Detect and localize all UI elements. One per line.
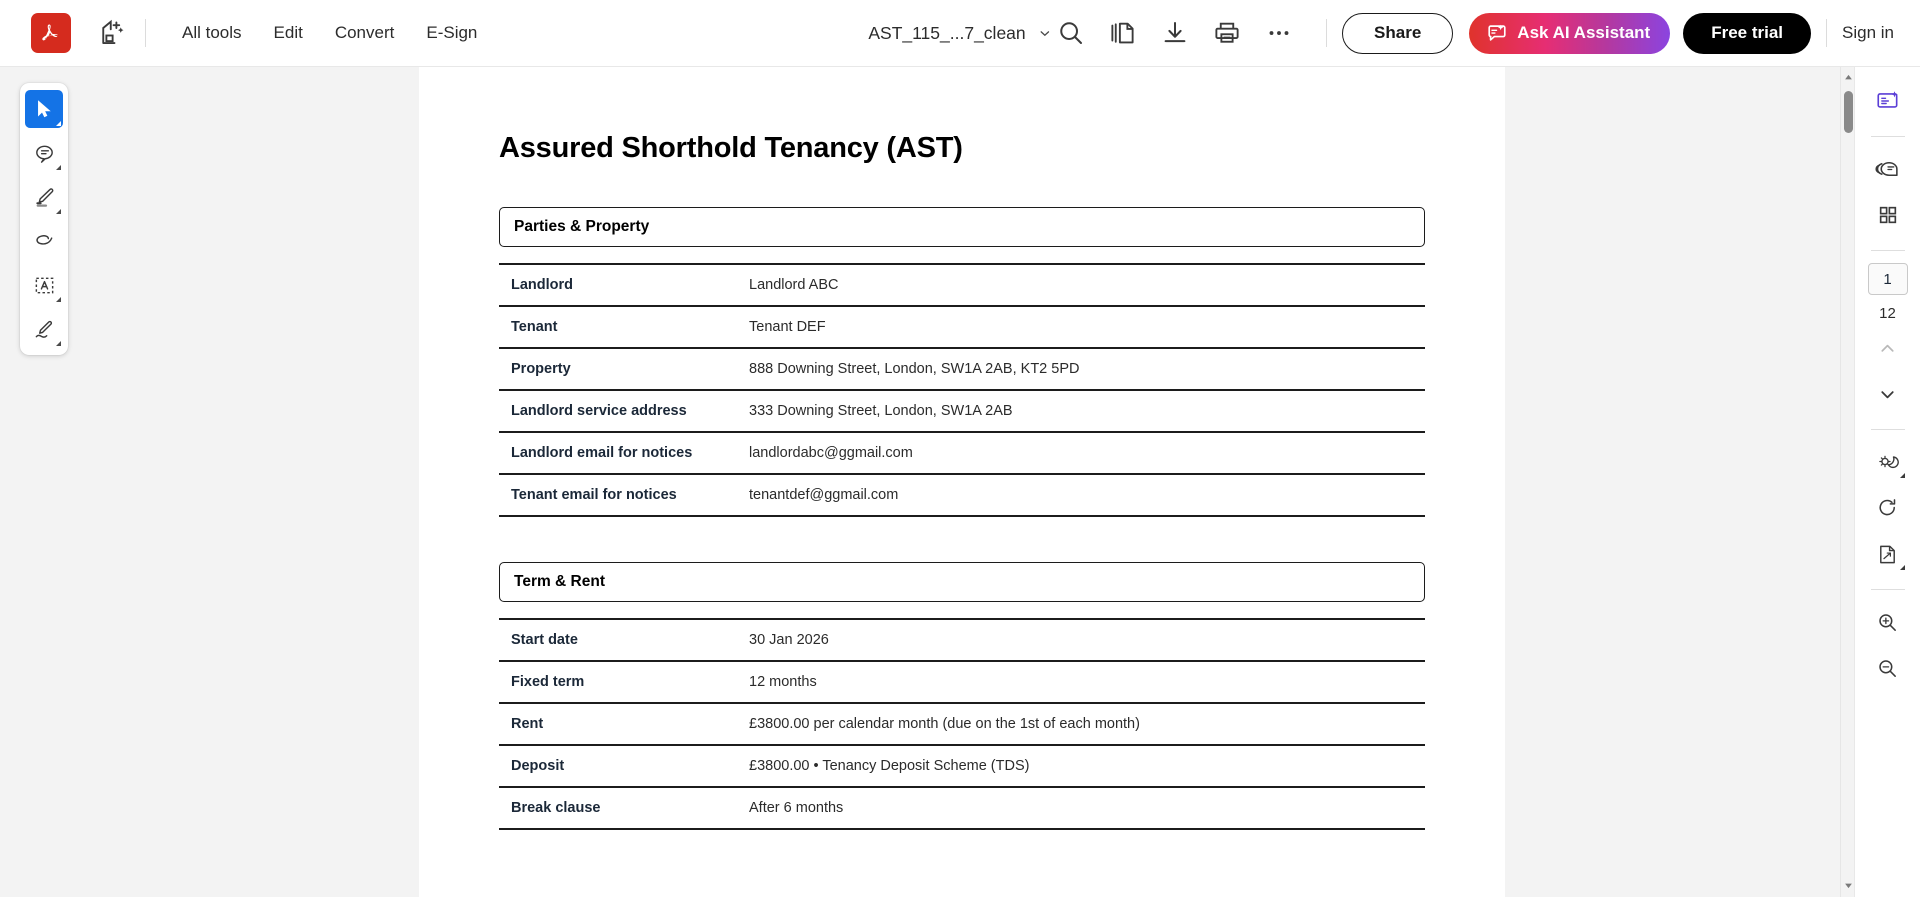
row-key: Property bbox=[511, 361, 571, 377]
row-key: Start date bbox=[511, 632, 578, 648]
rotate-icon[interactable] bbox=[1868, 488, 1908, 528]
highlight-tool-button[interactable] bbox=[25, 178, 63, 216]
ask-ai-assistant-button[interactable] bbox=[1469, 13, 1670, 54]
row-key: Landlord service address bbox=[511, 403, 687, 419]
scroll-down-arrow-icon[interactable] bbox=[1841, 877, 1855, 893]
row-value: 888 Downing Street, London, SW1A 2AB, KT2 5PD bbox=[749, 361, 1080, 377]
free-trial-button[interactable]: Free trial bbox=[1683, 13, 1811, 54]
toolbar-divider bbox=[145, 19, 146, 47]
display-theme-icon[interactable] bbox=[1868, 442, 1908, 482]
main-menu bbox=[166, 16, 493, 50]
row-key: Rent bbox=[511, 716, 544, 732]
add-text-tool-button[interactable] bbox=[25, 266, 63, 304]
more-options-icon[interactable] bbox=[1264, 18, 1294, 48]
section-heading-parties: Parties & Property bbox=[499, 207, 1425, 247]
print-icon[interactable] bbox=[1212, 18, 1242, 48]
row-value: £3800.00 • Tenancy Deposit Scheme (TDS) bbox=[749, 758, 1030, 774]
table-row bbox=[499, 661, 1425, 703]
thumbnails-panel-icon[interactable] bbox=[1868, 195, 1908, 235]
document-title: AST_115_...7_clean bbox=[868, 22, 1026, 43]
tool-options-corner bbox=[56, 165, 61, 170]
vertical-scrollbar[interactable] bbox=[1840, 67, 1854, 897]
row-value: Landlord ABC bbox=[749, 277, 839, 293]
section-heading-term-rent: Term & Rent bbox=[499, 562, 1425, 602]
row-value: 12 months bbox=[749, 674, 817, 690]
search-icon[interactable] bbox=[1056, 18, 1086, 48]
chevron-down-icon[interactable] bbox=[1039, 27, 1052, 40]
rail-divider bbox=[1871, 136, 1905, 137]
row-key: Landlord email for notices bbox=[511, 445, 693, 461]
draw-tool-button[interactable] bbox=[25, 222, 63, 260]
acrobat-logo-icon[interactable] bbox=[31, 13, 71, 53]
menu-e-sign[interactable]: E-Sign bbox=[426, 23, 478, 42]
zoom-in-icon[interactable] bbox=[1868, 602, 1908, 642]
tool-options-corner bbox=[1900, 565, 1905, 570]
page-thumbnails-icon[interactable] bbox=[1108, 18, 1138, 48]
tool-options-corner bbox=[56, 209, 61, 214]
row-key: Fixed term bbox=[511, 674, 585, 690]
row-key: Tenant bbox=[511, 319, 558, 335]
share-button[interactable]: Share bbox=[1342, 13, 1453, 54]
tool-options-corner bbox=[1900, 473, 1905, 478]
tool-options-corner bbox=[56, 297, 61, 302]
table-row bbox=[499, 264, 1425, 306]
row-value: Tenant DEF bbox=[749, 319, 826, 335]
actions-divider bbox=[1326, 19, 1327, 47]
row-key: Landlord bbox=[511, 277, 574, 293]
next-page-button[interactable] bbox=[1868, 374, 1908, 414]
row-value: After 6 months bbox=[749, 800, 844, 816]
pdf-page bbox=[419, 67, 1505, 897]
page-title: Assured Shorthold Tenancy (AST) bbox=[499, 132, 963, 164]
row-key: Break clause bbox=[511, 800, 601, 816]
document-title-area[interactable] bbox=[868, 23, 1051, 44]
current-page-input[interactable]: 1 bbox=[1868, 263, 1908, 295]
row-value: landlordabc@ggmail.com bbox=[749, 445, 913, 461]
table-row bbox=[499, 703, 1425, 745]
tool-options-corner bbox=[56, 341, 61, 346]
download-icon[interactable] bbox=[1160, 18, 1190, 48]
total-pages-label: 12 bbox=[1879, 305, 1896, 322]
table-row bbox=[499, 390, 1425, 432]
scroll-up-arrow-icon[interactable] bbox=[1841, 69, 1855, 85]
comment-tool-button[interactable] bbox=[25, 134, 63, 172]
tool-options-corner bbox=[56, 121, 61, 126]
fit-page-icon[interactable] bbox=[1868, 534, 1908, 574]
annotation-toolbar bbox=[20, 83, 68, 355]
menu-edit[interactable]: Edit bbox=[273, 23, 303, 42]
rail-divider bbox=[1871, 429, 1905, 430]
zoom-out-icon[interactable] bbox=[1868, 648, 1908, 688]
comments-panel-icon[interactable] bbox=[1868, 149, 1908, 189]
table-row bbox=[499, 306, 1425, 348]
rail-divider bbox=[1871, 589, 1905, 590]
table-row bbox=[499, 787, 1425, 829]
row-value: tenantdef@ggmail.com bbox=[749, 487, 899, 503]
table-row bbox=[499, 745, 1425, 787]
table-row bbox=[499, 619, 1425, 661]
document-tool-icons bbox=[1056, 18, 1294, 48]
row-value: 333 Downing Street, London, SW1A 2AB bbox=[749, 403, 1013, 419]
ask-ai-assistant-label: Ask AI Assistant bbox=[1517, 23, 1651, 42]
row-key: Tenant email for notices bbox=[511, 487, 677, 503]
header-actions bbox=[1311, 0, 1920, 67]
table-row bbox=[499, 348, 1425, 390]
row-key: Deposit bbox=[511, 758, 565, 774]
signin-divider bbox=[1826, 19, 1827, 47]
scrollbar-thumb[interactable] bbox=[1844, 91, 1853, 133]
sign-tool-button[interactable] bbox=[25, 310, 63, 348]
right-sidebar bbox=[1854, 67, 1920, 897]
create-pdf-icon[interactable] bbox=[97, 18, 127, 48]
sign-in-link[interactable]: Sign in bbox=[1842, 23, 1894, 42]
menu-convert[interactable]: Convert bbox=[334, 23, 395, 42]
table-row bbox=[499, 474, 1425, 516]
menu-all-tools[interactable]: All tools bbox=[182, 23, 242, 42]
select-tool-button[interactable] bbox=[25, 90, 63, 128]
row-value: 30 Jan 2026 bbox=[749, 632, 829, 648]
ai-assistant-panel-icon[interactable] bbox=[1868, 81, 1908, 121]
previous-page-button[interactable] bbox=[1868, 328, 1908, 368]
rail-divider bbox=[1871, 250, 1905, 251]
table-row bbox=[499, 432, 1425, 474]
top-toolbar bbox=[0, 0, 1920, 67]
row-value: £3800.00 per calendar month (due on the 1st of each month) bbox=[749, 716, 1140, 732]
ai-sparkle-chat-icon bbox=[1486, 22, 1508, 44]
table-term-rent bbox=[499, 618, 1425, 830]
table-parties-property bbox=[499, 263, 1425, 517]
